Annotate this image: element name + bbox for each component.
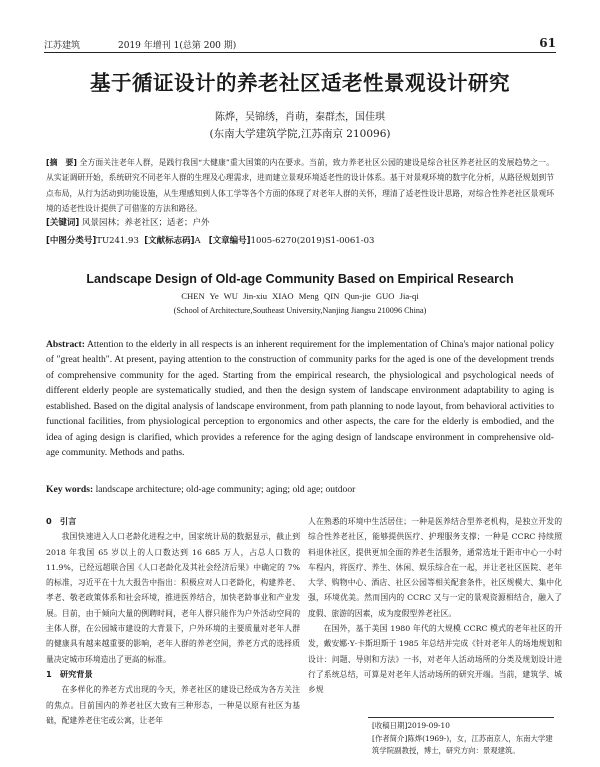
section-heading: 0 引言 [46,516,77,526]
clc-label: [中图分类号] [46,236,97,246]
issue-info: 2019 年增刊 1(总第 200 期) [118,41,237,51]
body-paragraph: 在国外，基于美国 1980 年代的大规模 CCRC 模式的老年社区的开发，戴安娜·Y·卡斯坦斯于 1985 年总结并完成《针对老年人的场地规划和设计：问题、导则和方法》一书，对老年人活动场所的分类及规划设计进行了系统总结，可算是对老年人活动场所的研究开端。当前，建筑学、城乡规 [308,624,562,695]
clc-value: TU241.93 [96,236,139,246]
abstract-chinese [46,155,554,216]
author-en: WU Jin-xiu [223,291,267,301]
keywords-chinese [46,216,554,228]
author-bio: [作者简介]陈烨(1969-)，女，江苏南京人，东南大学建筑学院副教授，博士，研究方向：景观建筑。 [372,733,553,755]
abstract-label-cn: [摘 要] [46,158,77,167]
abstract-label-en: Abstract: [46,339,85,350]
body-paragraph: 我国快速进入人口老龄化进程之中，国家统计局的数据显示，截止到 2018 年我国 65 岁以上的人口数达到 16 685 万人，占总人口数的 11.9%，已经远超联合国《人口老龄化及其社会经济后果》中确定的 7%的标准，习近平在十九大报告中指出：积极应对人口老龄化，构建养老、孝老、敬老政策体系和社会环境，推进医养结合，加快老龄事业和产业发展。目前，由于倾向大量的例聘时间，老年人群只能作为户外活动空间的主体人群，在公园城市建设的大背景下，户外环境的主要质量对老年人群的健康具有越来越重要的影响，老年人群的养老空间，养老方式的选择质量决定城市环境造出了更高的标准。 [46,532,300,664]
footnote-rule [368,717,554,718]
classification-line [46,234,554,246]
section-heading: 1 研究背景 [46,668,93,679]
author-en: CHEN Ye [181,291,219,301]
affiliation-chinese: (东南大学建筑学院,江苏南京 210096) [209,128,391,140]
title-chinese: 基于循证设计的养老社区适老性景观设计研究 [90,71,510,95]
authors-english [0,291,600,301]
keywords-english [46,484,554,495]
author-en: QIN Qun-jie [324,291,371,301]
body-paragraph: 在多样化的养老方式出现的今天，养老社区的建设已经成为各方关注的焦点。目前国内的养老社区大致有三种形态，一种是以原有社区为基础，配建养老住宅或公寓，让老年 [46,685,300,725]
received-date: [收稿日期]2019-09-10 [372,721,450,730]
running-header [44,36,556,53]
abstract-text-en: Attention to the elderly in all respects is an inherent requirement for the implementation of China's major national policy of "great health". At present, paying attention to the construction of community parks for the aged is one of the development trends of comprehensive community for the aged. Starting from the empirical research, the physiological and psychological needs of different elderly people are systematically studied, and then the design system of landscape environment adaptability to aging is established. Based on the digital analysis of landscape environment, from path planning to node layout, from behavioral activities to functional facilities, from physiological perception to ergonomics and other aspects, the care for the elderly is embodied, and the idea of aging design is clarified, which provides a reference for the aging design of landscape environment in comprehensive old-age community. Methods and paths. [46,339,554,459]
author-en: XIAO Meng [272,291,319,301]
authors-chinese: 陈烨，吴锦绣，肖萌，秦群杰，国佳琪 [215,112,385,123]
title-english: Landscape Design of Old-age Community Based on Empirical Research [86,272,514,286]
keywords-text-en: landscape architecture; old-age community; aging; old age; outdoor [95,484,356,495]
journal-name: 江苏建筑 [44,41,81,51]
page-number: 61 [539,36,556,50]
body-column-right [308,514,562,698]
doc-code-value: A [194,236,201,246]
affiliation-english: (School of Architecture,Southeast University,Nanjing Jiangsu 210096 China) [173,306,427,315]
article-no-value: 1005-6270(2019)S1-0061-03 [250,236,375,246]
keywords-text-cn: 风景园林；养老社区；适老；户外 [81,218,210,228]
keywords-label-cn: [关键词] [46,218,80,228]
abstract-english [46,337,554,461]
abstract-text-cn: 全方面关注老年人群，是践行我国“大健康”重大国策的内在要求。当前，致力养老社区公园的建设是综合社区养老社区的发展趋势之一。从实证调研开始，系统研究不同老年人群的生理及心理需求，进而建立景观环境适老性的设计体系。基于对景观环境的数字化分析，从路径规划到节点布局，从行为活动到功能设施，从生理感知到人体工学等各个方面的体现了对老年人群的关怀，理清了适老性设计思路，对综合性养老社区景观环境的适老性设计提供了可借鉴的方法和路径。 [46,158,554,213]
body-column-left [46,514,300,728]
keywords-label-en: Key words: [46,484,94,495]
article-no-label: [文章编号] [208,236,251,246]
body-paragraph: 人在熟悉的环境中生活居住；一种是医养结合型养老机构，是独立开发的综合性养老社区，能够提供医疗、护理服务支撑；一种是 CCRC 持续照料退休社区，提供更加全面的养老生活服务，通常选址于距市中心一小时车程内，将医疗、养生、休闲、娱乐综合在一起，并让老社区医院、老年大学、购物中心、酒店、社区公园等相关配套条件，社区规模大、集中化强，环境优美。然而国内的 CCRC 又与一定的景观资源相结合，融入了度假、旅游的因素，成为度假型养老社区。 [308,517,562,618]
author-en: GUO Jia-qi [375,291,419,301]
footnote [372,720,554,758]
doc-code-label: [文献标志码] [144,236,195,246]
